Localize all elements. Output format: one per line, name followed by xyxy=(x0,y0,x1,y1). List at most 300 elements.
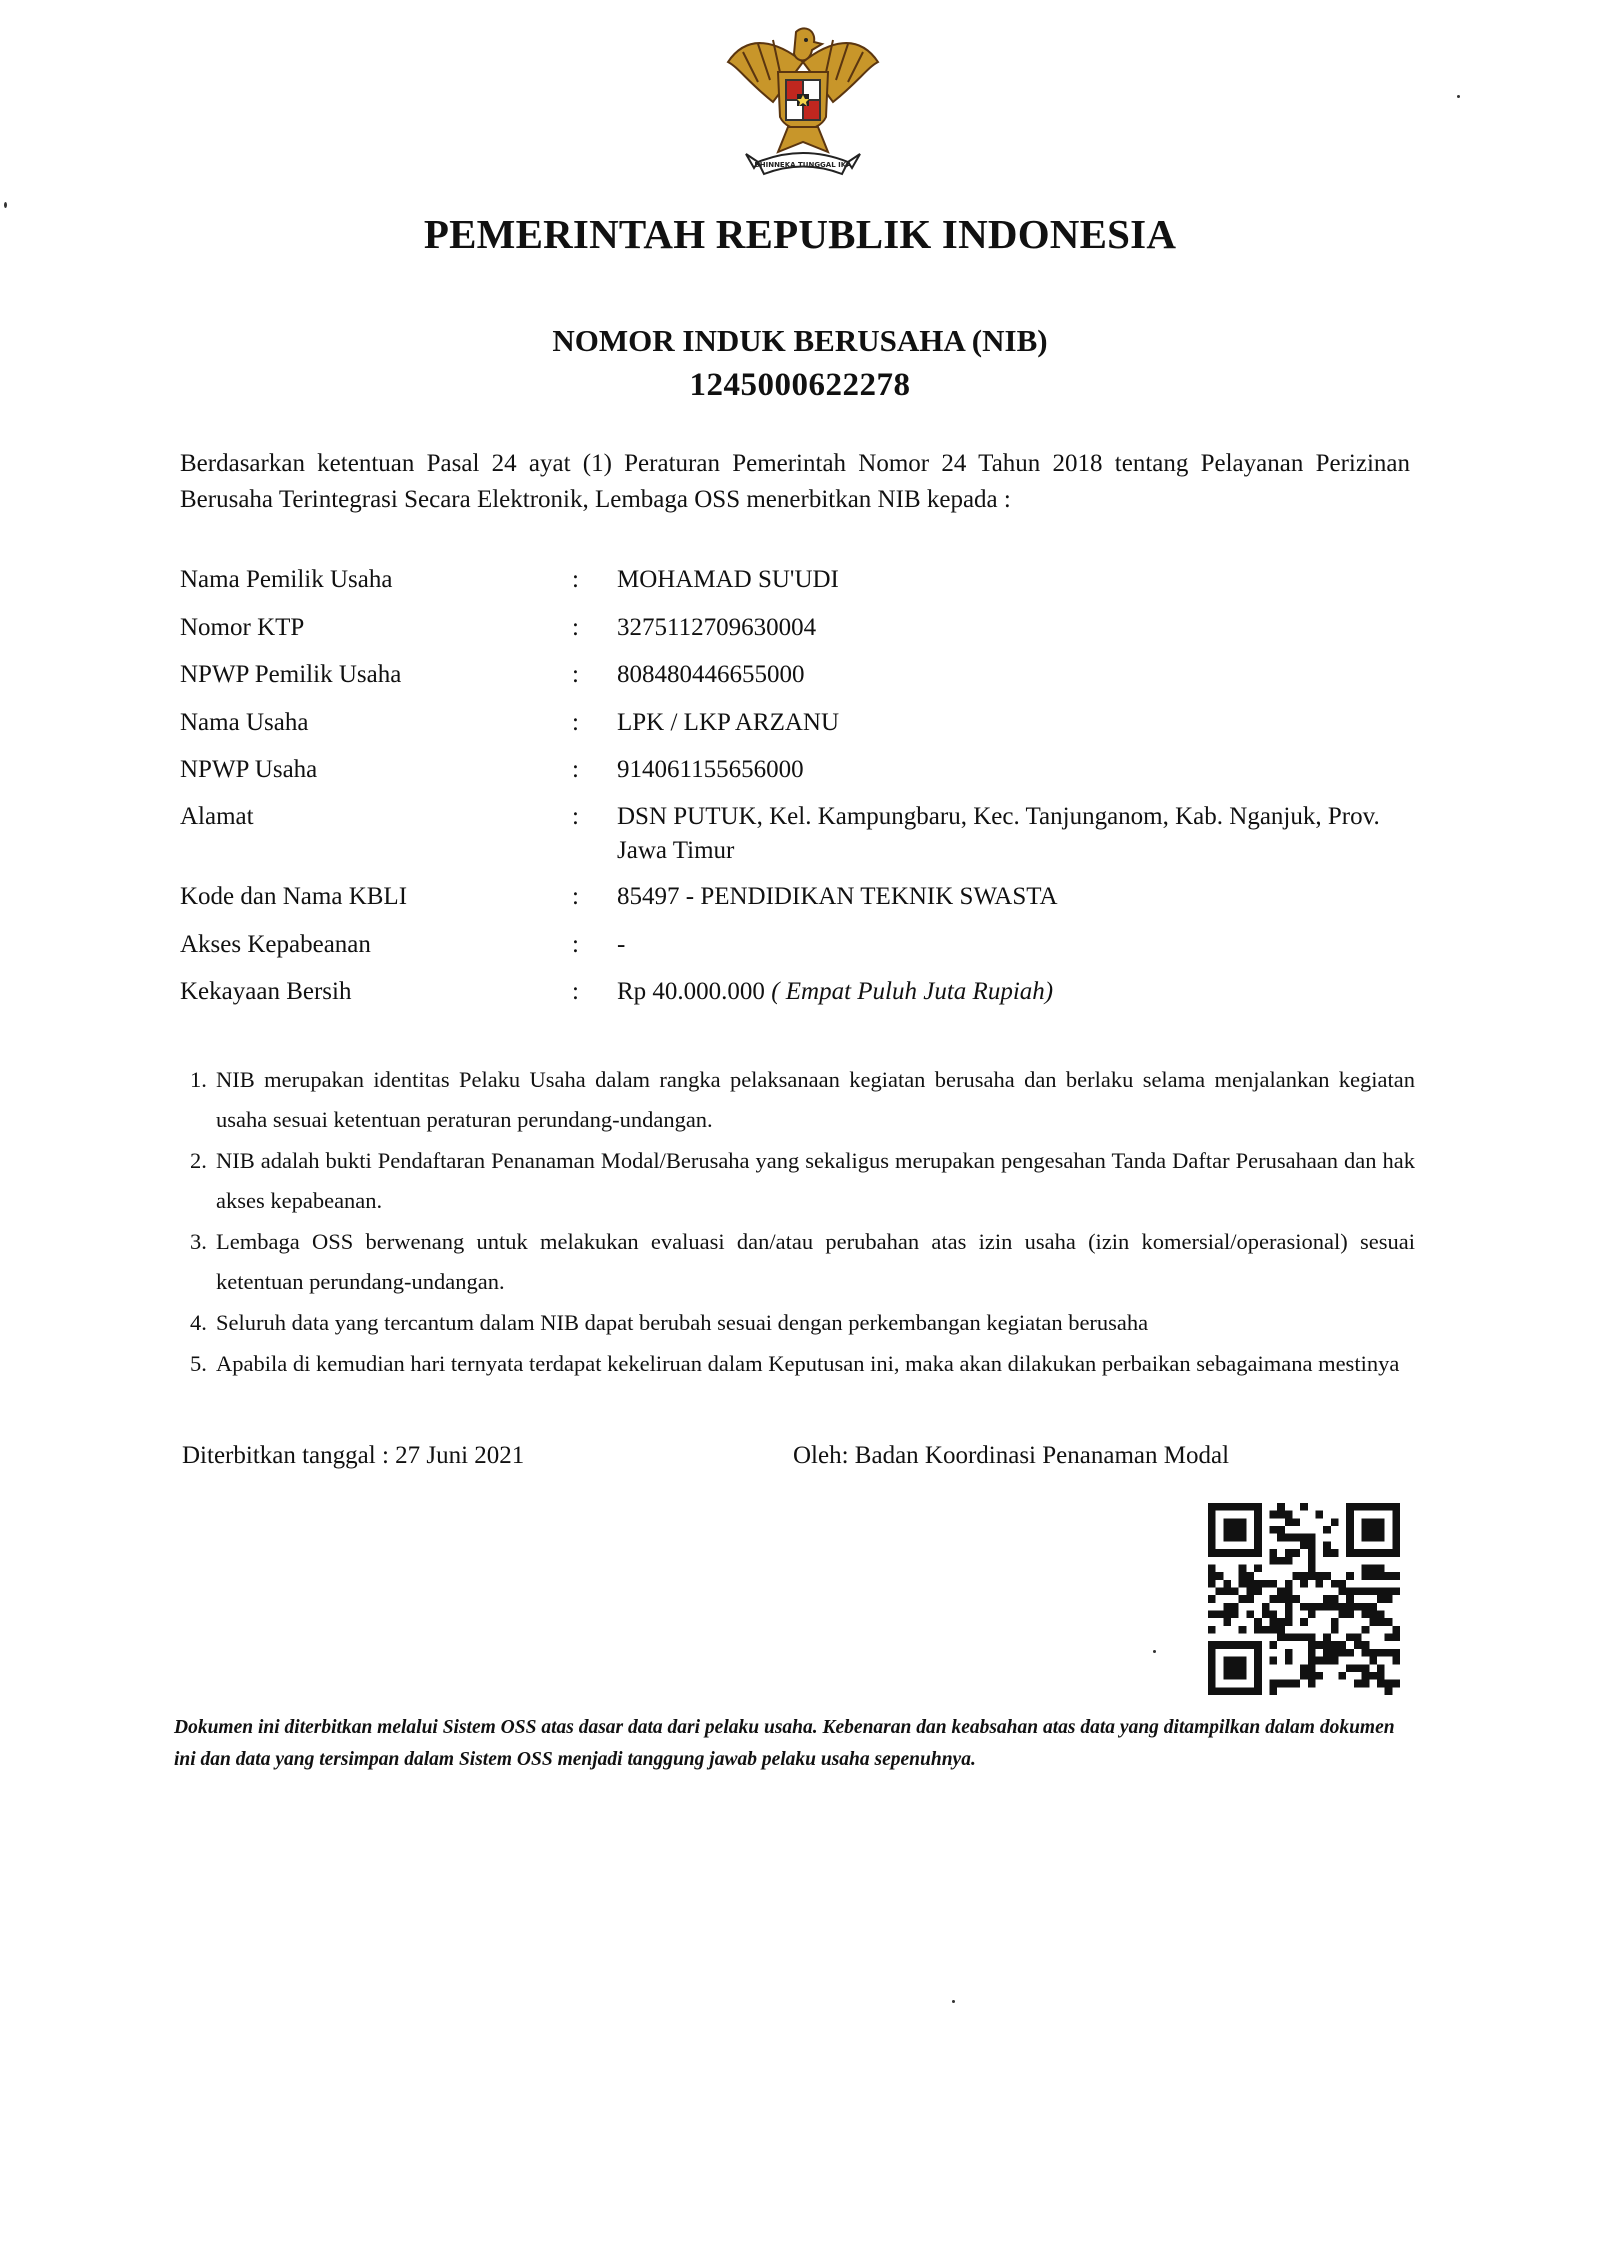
qr-module xyxy=(1231,1687,1239,1695)
qr-module xyxy=(1392,1549,1400,1557)
qr-module xyxy=(1246,1587,1254,1595)
qr-module xyxy=(1208,1526,1216,1534)
qr-module xyxy=(1208,1534,1216,1542)
qr-module xyxy=(1377,1564,1385,1572)
qr-module xyxy=(1208,1518,1216,1526)
qr-module xyxy=(1208,1649,1216,1657)
qr-module xyxy=(1369,1572,1377,1580)
qr-module xyxy=(1377,1649,1385,1657)
notes-list xyxy=(190,1060,1415,1384)
qr-module xyxy=(1377,1664,1385,1672)
qr-module xyxy=(1300,1541,1308,1549)
qr-module xyxy=(1285,1611,1293,1619)
qr-module xyxy=(1208,1572,1216,1580)
qr-module xyxy=(1285,1618,1293,1626)
qr-module xyxy=(1385,1503,1393,1511)
qr-module xyxy=(1369,1618,1377,1626)
qr-module xyxy=(1223,1518,1231,1526)
qr-module xyxy=(1292,1549,1300,1557)
qr-module xyxy=(1208,1611,1216,1619)
note-text: Apabila di kemudian hari ternyata terdapat kekeliruan dalam Keputusan ini, maka akan dilakukan perbaikan sebagaimana mestinya xyxy=(216,1351,1400,1376)
qr-module xyxy=(1223,1603,1231,1611)
qr-module xyxy=(1269,1641,1277,1649)
net-worth-amount: Rp 40.000.000 xyxy=(617,978,765,1005)
document-title: NOMOR INDUK BERUSAHA (NIB) xyxy=(552,323,1048,358)
field-value: LPK / LKP ARZANU xyxy=(617,709,840,736)
qr-module xyxy=(1392,1626,1400,1634)
qr-module xyxy=(1316,1572,1324,1580)
qr-module xyxy=(1308,1672,1316,1680)
qr-module xyxy=(1392,1534,1400,1542)
issued-date: Diterbitkan tanggal : 27 Juni 2021 xyxy=(182,1442,525,1469)
qr-module xyxy=(1239,1534,1247,1542)
qr-module xyxy=(1231,1657,1239,1665)
qr-module xyxy=(1346,1587,1354,1595)
qr-module xyxy=(1277,1534,1285,1542)
qr-module xyxy=(1277,1511,1285,1519)
qr-module xyxy=(1308,1541,1316,1549)
qr-module xyxy=(1208,1657,1216,1665)
qr-module xyxy=(1254,1518,1262,1526)
note-number: 3. xyxy=(190,1229,207,1254)
qr-module xyxy=(1331,1603,1339,1611)
qr-module xyxy=(1362,1503,1370,1511)
qr-module xyxy=(1223,1618,1231,1626)
field-value: 914061155656000 xyxy=(617,756,804,783)
qr-module xyxy=(1323,1572,1331,1580)
qr-module xyxy=(1300,1634,1308,1642)
qr-module xyxy=(1308,1564,1316,1572)
qr-module xyxy=(1392,1657,1400,1665)
qr-module xyxy=(1208,1580,1216,1588)
qr-module xyxy=(1208,1626,1216,1634)
qr-module xyxy=(1277,1503,1285,1511)
qr-module xyxy=(1254,1657,1262,1665)
qr-module xyxy=(1385,1572,1393,1580)
qr-module xyxy=(1346,1549,1354,1557)
qr-module xyxy=(1392,1587,1400,1595)
qr-module xyxy=(1239,1641,1247,1649)
field-colon: : xyxy=(572,709,579,736)
field-value xyxy=(617,975,1427,1009)
qr-module xyxy=(1323,1657,1331,1665)
qr-module xyxy=(1269,1557,1277,1565)
qr-module xyxy=(1385,1587,1393,1595)
qr-module xyxy=(1239,1626,1247,1634)
qr-module xyxy=(1285,1549,1293,1557)
qr-module xyxy=(1246,1641,1254,1649)
qr-module xyxy=(1231,1503,1239,1511)
qr-module xyxy=(1339,1580,1347,1588)
qr-module xyxy=(1369,1534,1377,1542)
field-value: 3275112709630004 xyxy=(617,614,817,641)
qr-code-icon xyxy=(1208,1503,1400,1695)
qr-module xyxy=(1292,1518,1300,1526)
note-item xyxy=(190,1344,1415,1384)
qr-module xyxy=(1254,1534,1262,1542)
net-worth-words: ( Empat Puluh Juta Rupiah) xyxy=(771,978,1054,1005)
field-label: Nomor KTP xyxy=(180,614,305,641)
qr-module xyxy=(1208,1664,1216,1672)
qr-module xyxy=(1385,1680,1393,1688)
qr-module xyxy=(1285,1580,1293,1588)
note-text: Seluruh data yang tercantum dalam NIB dapat berubah sesuai dengan perkembangan kegiatan berusaha xyxy=(216,1310,1149,1335)
qr-module xyxy=(1369,1657,1377,1665)
qr-module xyxy=(1362,1672,1370,1680)
qr-module xyxy=(1246,1503,1254,1511)
qr-module xyxy=(1308,1657,1316,1665)
qr-module xyxy=(1346,1541,1354,1549)
qr-module xyxy=(1369,1503,1377,1511)
qr-module xyxy=(1354,1603,1362,1611)
qr-module xyxy=(1254,1564,1262,1572)
qr-module xyxy=(1362,1611,1370,1619)
qr-module xyxy=(1208,1549,1216,1557)
qr-module xyxy=(1346,1503,1354,1511)
qr-module xyxy=(1208,1687,1216,1695)
qr-module xyxy=(1339,1611,1347,1619)
qr-module xyxy=(1239,1549,1247,1557)
qr-module xyxy=(1277,1595,1285,1603)
qr-module xyxy=(1239,1526,1247,1534)
qr-module xyxy=(1254,1672,1262,1680)
qr-module xyxy=(1254,1580,1262,1588)
note-number: 5. xyxy=(190,1351,207,1376)
field-colon: : xyxy=(572,756,579,783)
field-label: Nama Usaha xyxy=(180,709,309,736)
qr-module xyxy=(1223,1526,1231,1534)
qr-module xyxy=(1339,1672,1347,1680)
qr-module xyxy=(1216,1587,1224,1595)
field-label: Nama Pemilik Usaha xyxy=(180,566,393,593)
qr-module xyxy=(1300,1672,1308,1680)
field-label: NPWP Usaha xyxy=(180,756,318,783)
field-label: Akses Kepabeanan xyxy=(180,931,371,958)
qr-module xyxy=(1254,1626,1262,1634)
field-value: DSN PUTUK, Kel. Kampungbaru, Kec. Tanjunganom, Kab. Nganjuk, Prov. Jawa Timur xyxy=(617,803,1380,864)
qr-module xyxy=(1285,1680,1293,1688)
qr-module xyxy=(1300,1603,1308,1611)
qr-module xyxy=(1216,1503,1224,1511)
qr-module xyxy=(1231,1534,1239,1542)
qr-module xyxy=(1392,1503,1400,1511)
qr-module xyxy=(1369,1649,1377,1657)
qr-module xyxy=(1346,1664,1354,1672)
qr-module xyxy=(1246,1687,1254,1695)
qr-module xyxy=(1292,1572,1300,1580)
qr-module xyxy=(1354,1641,1362,1649)
note-item xyxy=(190,1060,1415,1140)
qr-module xyxy=(1377,1680,1385,1688)
qr-module xyxy=(1285,1657,1293,1665)
qr-module xyxy=(1208,1503,1216,1511)
qr-module xyxy=(1300,1618,1308,1626)
qr-module xyxy=(1377,1526,1385,1534)
qr-module xyxy=(1223,1641,1231,1649)
field-colon: : xyxy=(572,978,579,1005)
note-number: 4. xyxy=(190,1310,207,1335)
qr-module xyxy=(1331,1626,1339,1634)
qr-module xyxy=(1292,1534,1300,1542)
qr-module xyxy=(1254,1511,1262,1519)
qr-module xyxy=(1339,1603,1347,1611)
qr-module xyxy=(1385,1634,1393,1642)
qr-module xyxy=(1323,1641,1331,1649)
qr-module xyxy=(1269,1687,1277,1695)
qr-module xyxy=(1223,1503,1231,1511)
qr-module xyxy=(1331,1595,1339,1603)
qr-module xyxy=(1331,1649,1339,1657)
qr-module xyxy=(1223,1672,1231,1680)
qr-module xyxy=(1354,1664,1362,1672)
qr-module xyxy=(1231,1611,1239,1619)
qr-module xyxy=(1308,1534,1316,1542)
qr-module xyxy=(1331,1657,1339,1665)
qr-module xyxy=(1392,1541,1400,1549)
qr-module xyxy=(1223,1534,1231,1542)
field-colon: : xyxy=(572,661,579,688)
field-colon: : xyxy=(572,803,579,830)
qr-module xyxy=(1262,1611,1270,1619)
qr-module xyxy=(1385,1687,1393,1695)
field-colon: : xyxy=(572,566,579,593)
qr-module xyxy=(1300,1580,1308,1588)
qr-module xyxy=(1277,1626,1285,1634)
qr-module xyxy=(1362,1664,1370,1672)
qr-module xyxy=(1216,1641,1224,1649)
qr-module xyxy=(1346,1572,1354,1580)
qr-module xyxy=(1246,1611,1254,1619)
note-number: 2. xyxy=(190,1148,207,1173)
qr-module xyxy=(1316,1511,1324,1519)
qr-module xyxy=(1377,1618,1385,1626)
qr-module xyxy=(1377,1672,1385,1680)
qr-module xyxy=(1285,1603,1293,1611)
qr-module xyxy=(1277,1557,1285,1565)
qr-module xyxy=(1269,1511,1277,1519)
qr-module xyxy=(1277,1618,1285,1626)
qr-module xyxy=(1308,1611,1316,1619)
qr-module xyxy=(1369,1526,1377,1534)
qr-module xyxy=(1254,1649,1262,1657)
qr-module xyxy=(1254,1549,1262,1557)
qr-module xyxy=(1392,1518,1400,1526)
qr-module xyxy=(1354,1634,1362,1642)
qr-module xyxy=(1254,1526,1262,1534)
qr-module xyxy=(1262,1626,1270,1634)
field-value: 85497 - PENDIDIKAN TEKNIK SWASTA xyxy=(617,883,1058,910)
scan-speck xyxy=(1153,1650,1156,1653)
qr-module xyxy=(1208,1680,1216,1688)
qr-module xyxy=(1346,1526,1354,1534)
qr-module xyxy=(1392,1649,1400,1657)
qr-module xyxy=(1339,1587,1347,1595)
qr-module xyxy=(1308,1557,1316,1565)
qr-module xyxy=(1323,1541,1331,1549)
qr-module xyxy=(1316,1580,1324,1588)
qr-module xyxy=(1300,1503,1308,1511)
qr-module xyxy=(1377,1587,1385,1595)
qr-module xyxy=(1316,1657,1324,1665)
qr-module xyxy=(1292,1680,1300,1688)
qr-module xyxy=(1392,1572,1400,1580)
field-value: 808480446655000 xyxy=(617,661,805,688)
field-label: Kekayaan Bersih xyxy=(180,978,352,1005)
qr-module xyxy=(1377,1611,1385,1619)
qr-module xyxy=(1362,1564,1370,1572)
note-text: NIB merupakan identitas Pelaku Usaha dalam rangka pelaksanaan kegiatan berusaha dan berlaku selama menjalankan kegiatan usaha sesuai ketentuan peraturan perundang-undangan. xyxy=(216,1067,1415,1132)
qr-module xyxy=(1385,1549,1393,1557)
note-text: NIB adalah bukti Pendaftaran Penanaman Modal/Berusaha yang sekaligus merupakan pengesahan Tanda Daftar Perusahaan dan hak akses kepabeanan. xyxy=(216,1148,1415,1213)
qr-module xyxy=(1285,1557,1293,1565)
qr-module xyxy=(1377,1518,1385,1526)
qr-module xyxy=(1369,1518,1377,1526)
field-colon: : xyxy=(572,883,579,910)
qr-module xyxy=(1308,1680,1316,1688)
qr-module xyxy=(1346,1649,1354,1657)
qr-module xyxy=(1346,1603,1354,1611)
qr-module xyxy=(1269,1626,1277,1634)
qr-module xyxy=(1346,1611,1354,1619)
qr-module xyxy=(1292,1634,1300,1642)
qr-module xyxy=(1239,1572,1247,1580)
qr-module xyxy=(1231,1672,1239,1680)
qr-module xyxy=(1246,1580,1254,1588)
note-number: 1. xyxy=(190,1067,207,1092)
qr-module xyxy=(1354,1503,1362,1511)
qr-module xyxy=(1246,1572,1254,1580)
qr-module xyxy=(1316,1641,1324,1649)
government-title: PEMERINTAH REPUBLIK INDONESIA xyxy=(423,211,1177,257)
qr-module xyxy=(1285,1587,1293,1595)
qr-module xyxy=(1377,1534,1385,1542)
qr-module xyxy=(1254,1680,1262,1688)
qr-module xyxy=(1254,1687,1262,1695)
qr-module xyxy=(1346,1595,1354,1603)
qr-module xyxy=(1277,1634,1285,1642)
field-label: Kode dan Nama KBLI xyxy=(180,883,408,910)
qr-module xyxy=(1308,1641,1316,1649)
qr-module xyxy=(1208,1511,1216,1519)
qr-module xyxy=(1369,1603,1377,1611)
qr-module xyxy=(1254,1641,1262,1649)
qr-module xyxy=(1308,1649,1316,1657)
qr-module xyxy=(1254,1541,1262,1549)
qr-module xyxy=(1231,1664,1239,1672)
scan-speck xyxy=(4,202,7,208)
qr-module xyxy=(1231,1526,1239,1534)
qr-module xyxy=(1346,1518,1354,1526)
note-item xyxy=(190,1222,1415,1302)
qr-module xyxy=(1316,1672,1324,1680)
qr-module xyxy=(1231,1641,1239,1649)
note-item xyxy=(190,1141,1415,1221)
qr-module xyxy=(1323,1526,1331,1534)
qr-module xyxy=(1346,1534,1354,1542)
qr-module xyxy=(1231,1549,1239,1557)
qr-module xyxy=(1308,1603,1316,1611)
qr-module xyxy=(1362,1534,1370,1542)
qr-module xyxy=(1362,1526,1370,1534)
scan-speck xyxy=(952,2000,955,2003)
qr-module xyxy=(1239,1672,1247,1680)
field-value: MOHAMAD SU'UDI xyxy=(617,566,839,593)
qr-module xyxy=(1239,1564,1247,1572)
qr-module xyxy=(1208,1641,1216,1649)
qr-module xyxy=(1377,1595,1385,1603)
qr-module xyxy=(1308,1634,1316,1642)
note-text: Lembaga OSS berwenang untuk melakukan evaluasi dan/atau perubahan atas izin usaha (izin komersial/operasional) sesuai ketentuan perundang-undangan. xyxy=(216,1229,1415,1294)
qr-module xyxy=(1223,1549,1231,1557)
qr-module xyxy=(1292,1595,1300,1603)
qr-module xyxy=(1269,1680,1277,1688)
qr-module xyxy=(1323,1603,1331,1611)
qr-module xyxy=(1308,1572,1316,1580)
qr-module xyxy=(1300,1572,1308,1580)
qr-module xyxy=(1362,1518,1370,1526)
qr-module xyxy=(1231,1603,1239,1611)
field-value: - xyxy=(617,931,626,958)
qr-module xyxy=(1392,1526,1400,1534)
qr-module xyxy=(1285,1634,1293,1642)
qr-module xyxy=(1331,1618,1339,1626)
qr-module xyxy=(1269,1595,1277,1603)
note-item xyxy=(190,1303,1415,1343)
qr-module xyxy=(1392,1634,1400,1642)
qr-module xyxy=(1239,1687,1247,1695)
nib-number: 1245000622278 xyxy=(689,367,911,403)
qr-module xyxy=(1254,1587,1262,1595)
qr-module xyxy=(1392,1680,1400,1688)
qr-module xyxy=(1362,1680,1370,1688)
qr-module xyxy=(1385,1649,1393,1657)
qr-module xyxy=(1354,1587,1362,1595)
qr-module xyxy=(1277,1680,1285,1688)
qr-module xyxy=(1239,1503,1247,1511)
qr-module xyxy=(1216,1687,1224,1695)
qr-module xyxy=(1231,1518,1239,1526)
qr-module xyxy=(1208,1564,1216,1572)
qr-module xyxy=(1223,1580,1231,1588)
qr-module xyxy=(1246,1595,1254,1603)
qr-module xyxy=(1285,1511,1293,1519)
qr-module xyxy=(1285,1534,1293,1542)
svg-text:BHINNEKA TUNGGAL IKA: BHINNEKA TUNGGAL IKA xyxy=(754,161,852,169)
qr-module xyxy=(1239,1580,1247,1588)
qr-module xyxy=(1223,1587,1231,1595)
qr-module xyxy=(1308,1664,1316,1672)
qr-module xyxy=(1377,1549,1385,1557)
qr-module xyxy=(1377,1503,1385,1511)
qr-module xyxy=(1362,1649,1370,1657)
qr-module xyxy=(1331,1580,1339,1588)
qr-module xyxy=(1223,1664,1231,1672)
qr-module xyxy=(1269,1657,1277,1665)
qr-module xyxy=(1269,1618,1277,1626)
footer-disclaimer: Dokumen ini diterbitkan melalui Sistem OSS atas dasar data dari pelaku usaha. Kebenaran dan keabsahan atas data yang ditampilkan dalam dokumen ini dan data yang tersimpan dalam Sistem OSS menjadi tanggung jawab pelaku usaha sepenuhnya. xyxy=(174,1717,1395,1770)
issuer: Oleh: Badan Koordinasi Penanaman Modal xyxy=(793,1442,1230,1469)
qr-module xyxy=(1208,1541,1216,1549)
qr-module xyxy=(1331,1518,1339,1526)
qr-module xyxy=(1323,1595,1331,1603)
qr-module xyxy=(1254,1664,1262,1672)
qr-module xyxy=(1285,1649,1293,1657)
qr-module xyxy=(1362,1603,1370,1611)
qr-module xyxy=(1223,1611,1231,1619)
field-label: Alamat xyxy=(180,803,254,830)
qr-module xyxy=(1369,1549,1377,1557)
intro-paragraph: Berdasarkan ketentuan Pasal 24 ayat (1) Peraturan Pemerintah Nomor 24 Tahun 2018 tentang Pelayanan Perizinan Berusaha Terintegrasi Secara Elektronik, Lembaga OSS menerbitkan NIB kepada : xyxy=(180,450,1410,513)
